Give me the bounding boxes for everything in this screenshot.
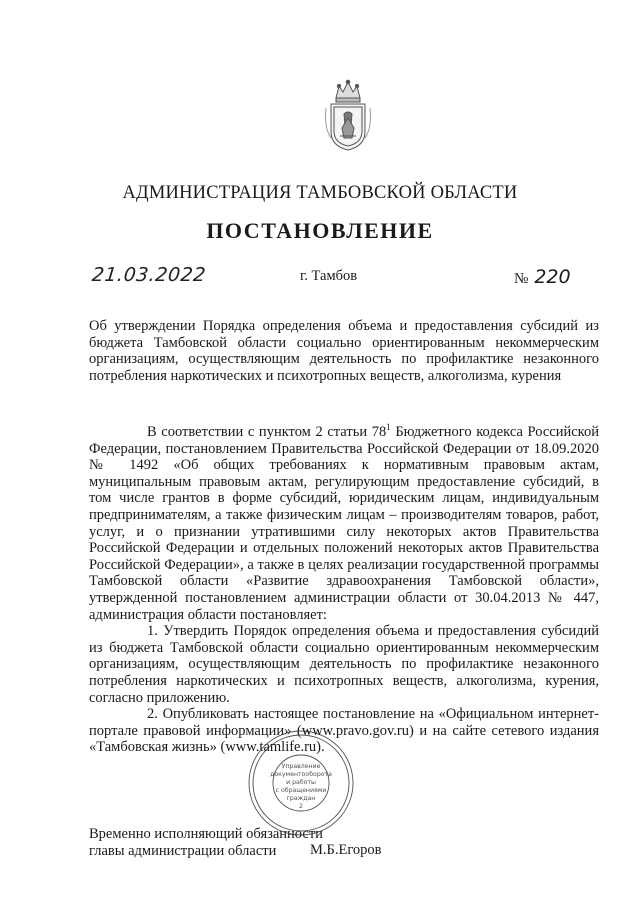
- signatory-name: М.Б.Егоров: [310, 842, 382, 858]
- svg-text:Управление: Управление: [281, 763, 321, 770]
- registration-stamp-icon: [246, 728, 356, 838]
- document-type-title: ПОСТАНОВЛЕНИЕ: [206, 218, 434, 243]
- number-value: 220: [534, 266, 571, 288]
- svg-text:граждан: граждан: [286, 795, 316, 802]
- signatory-position-line-1: Временно исполняющий обязанности: [89, 826, 323, 842]
- document-number: [514, 266, 571, 288]
- svg-text:с обращениями: с обращениями: [275, 787, 327, 794]
- svg-text:2: 2: [299, 803, 303, 810]
- document-date: 21.03.2022: [90, 264, 207, 286]
- coat-of-arms-icon: [322, 78, 374, 154]
- document-body: [89, 424, 599, 756]
- document-city: г. Тамбов: [300, 268, 358, 284]
- svg-text:и работы: и работы: [286, 779, 316, 786]
- document-subject: Об утверждении Порядка определения объема и предоставления субсидий из бюджета Тамбовской области социально ориентированным некоммерческим организациям, осуществляющим деятельность по профилактике незаконного потребления наркотических и психотропных веществ, алкоголизма, курения: [89, 318, 599, 384]
- number-sign: №: [514, 271, 529, 287]
- resolution-item-1: 1. Утвердить Порядок определения объема и предоставления субсидий из бюджета Тамбовской области социально ориентированным некоммерческим организациям, осуществляющим деятельность по профилактике незаконного потребления наркотических и психотропных веществ, алкоголизма, курения, согласно приложению.: [89, 623, 599, 706]
- svg-text:документооборота: документооборота: [270, 771, 332, 778]
- organization-title: АДМИНИСТРАЦИЯ ТАМБОВСКОЙ ОБЛАСТИ: [122, 183, 518, 203]
- signatory-position-line-2: главы администрации области: [89, 842, 277, 859]
- resolution-item-2: 2. Опубликовать настоящее постановление на «Официальном интернет-портале правовой информации» (www.pravo.gov.ru) и на сайте сетевого издания «Тамбовская жизнь» (www.tamlife.ru).: [89, 706, 599, 756]
- preamble-paragraph: В соответствии с пунктом 2 статьи $78^1$ Бюджетного кодекса Российской Федерации, постановлением Правительства Российской Федерации от 18.09.2020 № 1492 «Об общих требованиях к нормативным правовым актам, муниципальным правовым актам, регулирующим предоставление субсидий, в том числе грантов в форме субсидий, юридическим лицам, индивидуальным предпринимателям, а также физическим лицам – производителям товаров, работ, услуг, и о признании утратившими силу некоторых актов Правительства Российской Федерации и отдельных положений некоторых актов Правительства Российской Федерации», а также в целях реализации государственной программы Тамбовской области «Развитие здравоохранения Тамбовской области», утвержденной постановлением администрации области от 30.04.2013 № 447, администрация области постановляет:: [89, 422, 600, 623]
